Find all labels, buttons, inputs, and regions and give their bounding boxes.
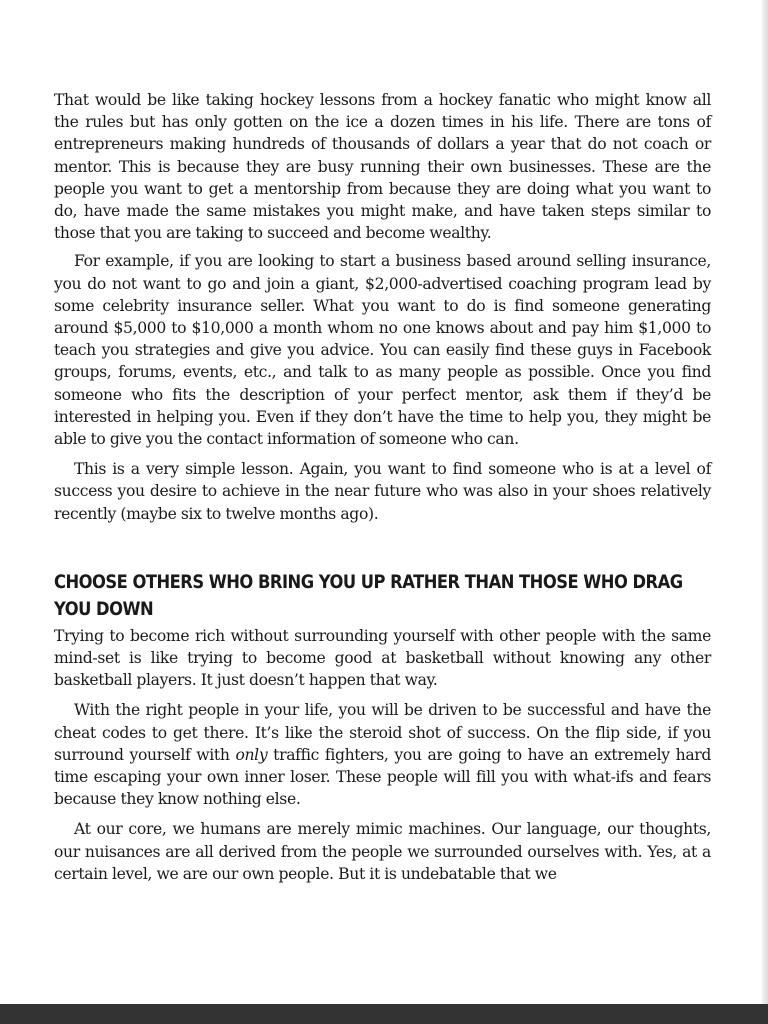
section-heading: CHOOSE OTHERS WHO BRING YOU UP RATHER THAN THOSE WHO DRAG YOU DOWN [54,570,683,620]
paragraph-right-people-part1: With the right people in your life, you will be driven to be successful and have the cheat codes to get there. It’s like the steroid shot of success. On the flip side, if you surround yourself with [54,701,711,764]
paragraph-basketball: Trying to become rich without surrounding yourself with other people with the same mind-set is like trying to become good at basketball without knowing any other basketball players. It just doesn’t happen that way. [54,626,711,690]
paragraph-right-people-part2: traffic fighters, you are going to have an extremely hard time escaping your own inner loser. These people will fill you with what-ifs and fears because they know nothing else. [54,745,711,809]
paragraph-right-people [54,699,711,810]
page-content [54,89,711,893]
paragraph-mimic-machines: At our core, we humans are merely mimic machines. Our language, our thoughts, our nuisances are all derived from the people we surrounded ourselves with. Yes, at a certain level, we are our own people. But it is undebatable that we [54,820,711,883]
paragraph-insurance-example: For example, if you are looking to start a business based around selling insurance, you do not want to go and join a giant, $2,000-advertised coaching program lead by some celebrity insurance seller. What you want to do is find someone generating around $5,000 to $10,000 a month whom no one knows about and pay him $1,000 to teach you strategies and give you advice. You can easily find these guys in Facebook groups, forums, events, etc., and talk to as many people as possible. Once you find someone who fits the description of your perfect mentor, ask them if they’d be interested in helping you. Even if they don’t have the time to help you, they might be able to give you the contact information of someone who can. [54,252,711,449]
page-edge-shadow [762,0,768,1004]
bottom-bar [0,1004,768,1024]
paragraph-hockey-lessons: That would be like taking hockey lessons from a hockey fanatic who might know all the rules but has only gotten on the ice a dozen times in his life. There are tons of entrepreneurs making hundreds of thousands of dollars a year that do not coach or mentor. This is because they are busy running their own businesses. These are the people you want to get a mentorship from because they are doing what you want to do, have made the same mistakes you might make, and have taken steps similar to those that you are taking to succeed and become wealthy. [54,91,711,243]
emphasis-only: only [235,745,268,764]
paragraph-simple-lesson: This is a very simple lesson. Again, you want to find someone who is at a level of success you desire to achieve in the near future who was also in your shoes relatively recently (maybe six to twelve months ago). [54,460,711,523]
